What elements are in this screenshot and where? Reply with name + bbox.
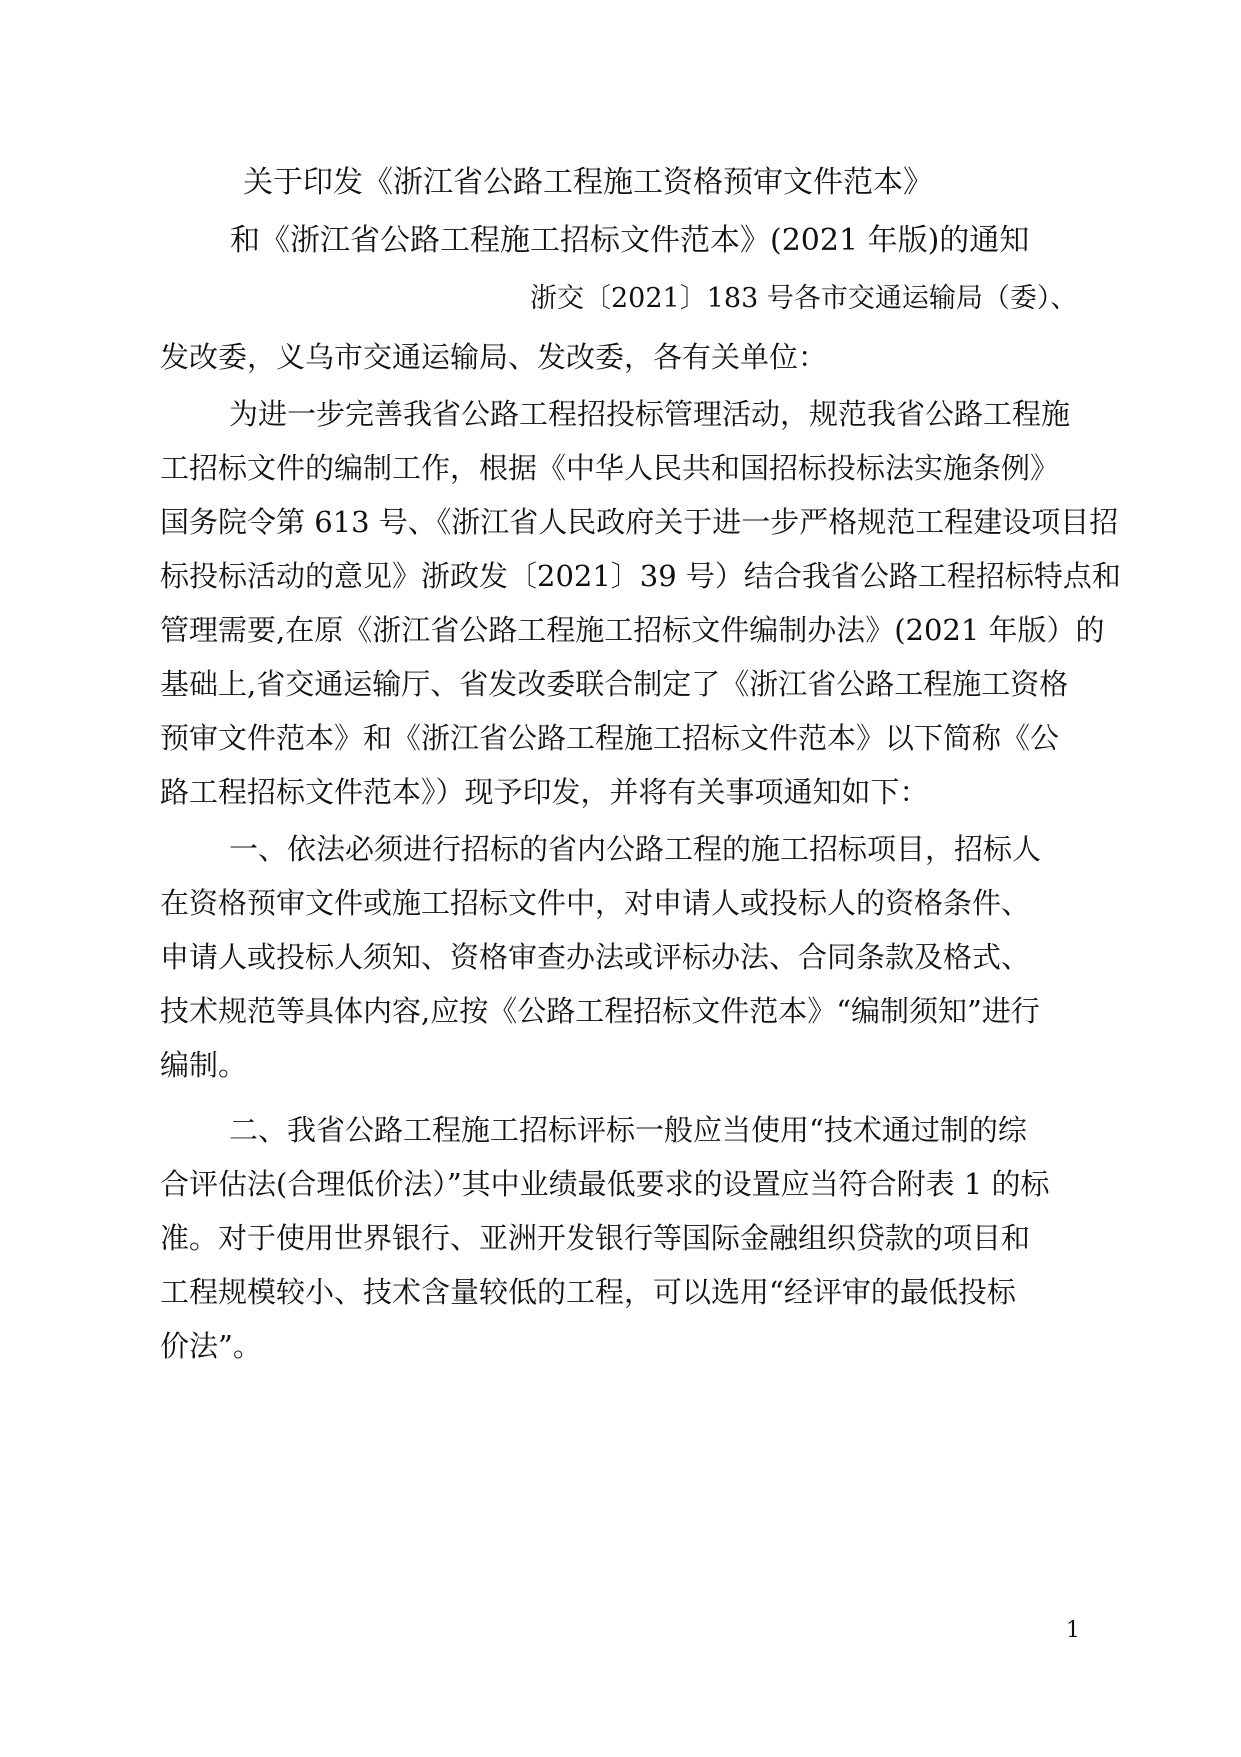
body-line: 申请人或投标人须知、资格审查办法或评标办法、合同条款及格式、 (160, 940, 1031, 974)
body-line: 预审文件范本》和《浙江省公路工程施工招标文件范本》以下简称《公 (160, 721, 1060, 755)
body-line: 管理需要,在原《浙江省公路工程施工招标文件编制办法》(2021 年版）的 (160, 613, 1105, 647)
body-line: 准。对于使用世界银行、亚洲开发银行等国际金融组织贷款的项目和 (160, 1221, 1031, 1255)
document-title-line-1: 关于印发《浙江省公路工程施工资格预审文件范本》 (243, 165, 933, 200)
body-line: 价法”。 (160, 1329, 262, 1363)
body-line: 为进一步完善我省公路工程招投标管理活动，规范我省公路工程施 (229, 397, 1071, 431)
body-line: 工程规模较小、技术含量较低的工程，可以选用“经评审的最低投标 (160, 1275, 1016, 1309)
page-number: 1 (1066, 1618, 1080, 1643)
body-line: 路工程招标文件范本》）现予印发，并将有关事项通知如下： (160, 775, 929, 809)
body-line: 在资格预审文件或施工招标文件中，对申请人或投标人的资格条件、 (160, 886, 1031, 920)
body-line: 标投标活动的意见》浙政发〔2021〕39 号）结合我省公路工程招标特点和 (160, 559, 1121, 593)
body-line: 技术规范等具体内容,应按《公路工程招标文件范本》“编制须知”进行 (160, 994, 1040, 1028)
body-line: 编制。 (160, 1048, 248, 1082)
body-line: 工招标文件的编制工作，根据《中华人民共和国招标投标法实施条例》 (160, 451, 1060, 485)
body-line: 二、我省公路工程施工招标评标一般应当使用“技术通过制的综 (229, 1113, 1027, 1147)
body-line: 一、依法必须进行招标的省内公路工程的施工招标项目，招标人 (229, 832, 1042, 866)
document-title-line-2: 和《浙江省公路工程施工招标文件范本》(2021 年版)的通知 (230, 223, 1030, 258)
body-line: 国务院令第 613 号、《浙江省人民政府关于进一步严格规范工程建设项目招 (160, 505, 1119, 539)
body-line: 基础上,省交通运输厅、省发改委联合制定了《浙江省公路工程施工资格 (160, 667, 1069, 701)
body-line: 合评估法(合理低价法）”其中业绩最低要求的设置应当符合附表 1 的标 (160, 1167, 1050, 1201)
document-number-line: 浙交〔2021〕183 号各市交通运输局（委）、 (530, 283, 1078, 314)
body-line: 发改委，义乌市交通运输局、发改委，各有关单位： (160, 340, 828, 374)
